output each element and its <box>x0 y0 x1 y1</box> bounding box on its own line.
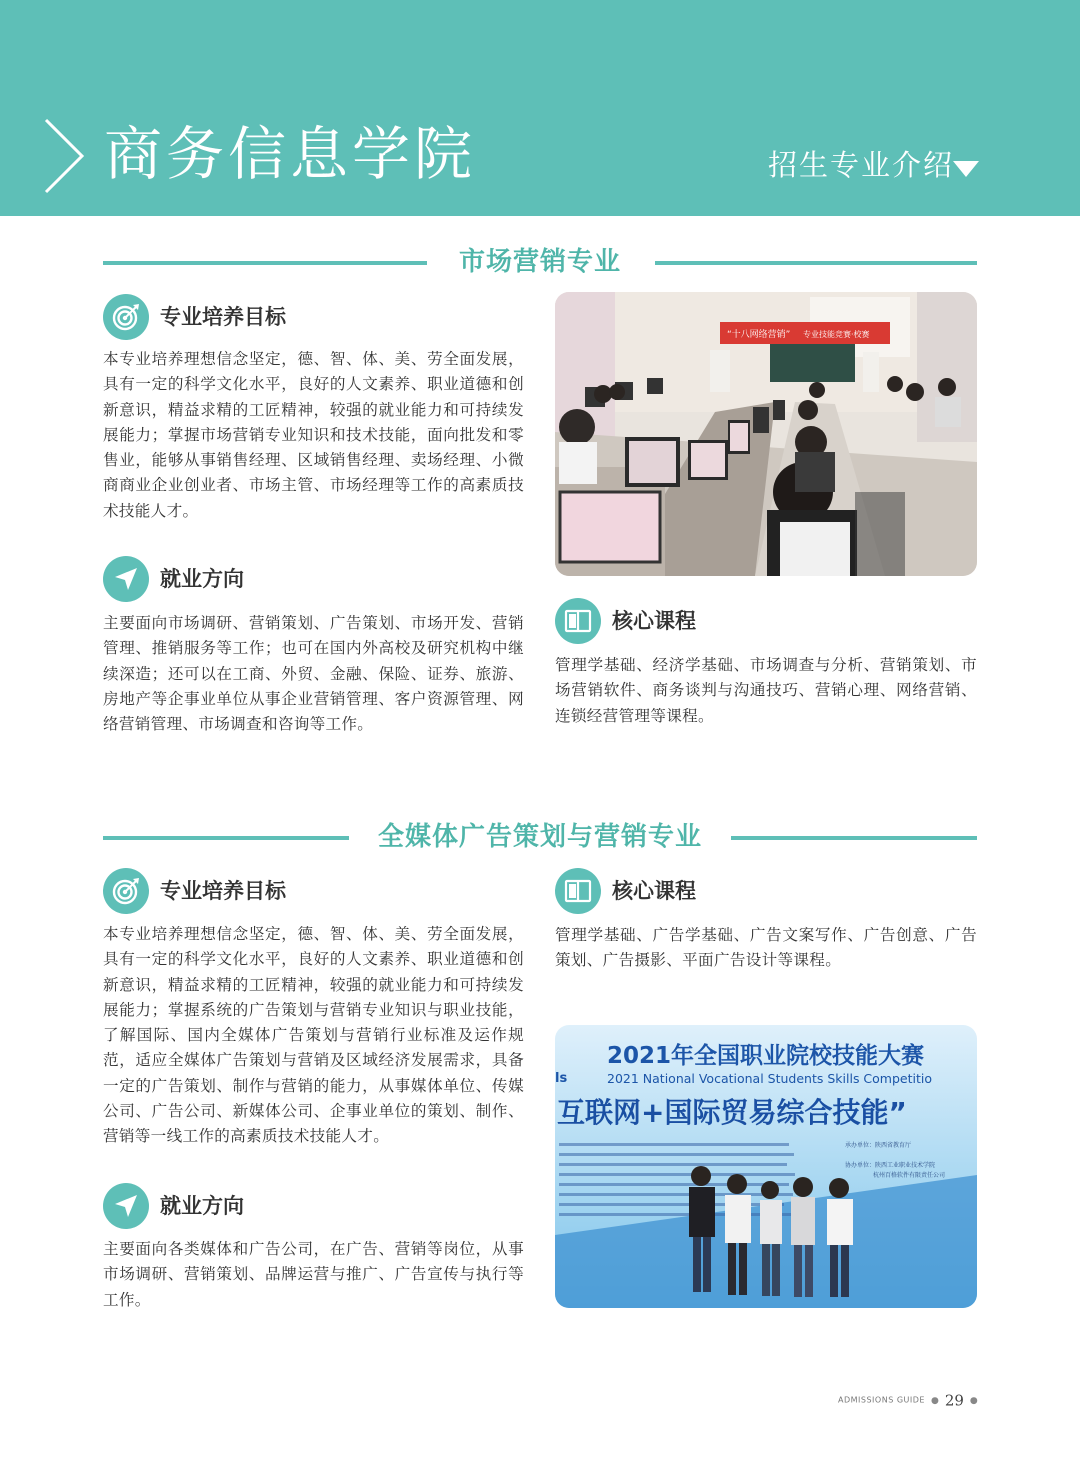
career-paragraph: 主要面向市场调研、营销策划、广告策划、市场开发、营销管理、推销服务等工作；也可在国内外高校及研究机构中继续深造；还可以在工商、外贸、金融、保险、证券、旅游、房地产等企事业单位从事企业营销管理、客户资源管理、网络营销管理、市场调查和咨询等工作。 <box>103 614 524 734</box>
subheading-label: 核心课程 <box>612 609 696 633</box>
compass-arrow-icon <box>103 1183 149 1229</box>
banner-title-en: 2021 National Vocational Students Skills Competitio <box>607 1071 932 1086</box>
heading-rule-left <box>103 836 349 840</box>
section-title: 市场营销专业 <box>458 247 621 277</box>
subheading-courses <box>555 868 855 916</box>
subheading-career <box>103 1183 403 1231</box>
page-number: 29 <box>944 1391 964 1410</box>
subheading-courses <box>555 598 855 646</box>
goals-paragraph: 本专业培养理想信念坚定，德、智、体、美、劳全面发展，具有一定的科学文化水平，良好的人文素养、职业道德和创新意识，精益求精的工匠精神，较强的就业能力和可持续发展能力；掌握市场营销专业知识和技术技能，面向批发和零售业，能够从事销售经理、区域销售经理、卖场经理、小微商商业企业创业者、市场主管、市场经理等工作的高素质技术技能人才。 <box>103 350 524 520</box>
footer-dot: ● <box>930 1395 939 1406</box>
co-organizer-line: 协办单位：陕西工业职业技术学院 <box>845 1162 936 1169</box>
college-title: 商务信息学院 <box>104 120 477 188</box>
subheading-goals <box>103 294 403 342</box>
target-icon <box>103 868 149 914</box>
section-title: 全媒体广告策划与营销专业 <box>377 822 702 852</box>
page-header <box>0 0 1080 216</box>
subheading-goals <box>103 868 403 916</box>
target-icon <box>103 294 149 340</box>
subheading-label: 专业培养目标 <box>160 879 286 903</box>
heading-rule-right <box>655 261 977 265</box>
book-icon <box>555 868 601 914</box>
banner-side-text: ls <box>555 1071 568 1086</box>
footer-dot: ● <box>969 1395 978 1406</box>
compass-arrow-icon <box>103 556 149 602</box>
co-organizer-company: 杭州百格软件有限责任公司 <box>873 1172 946 1179</box>
subheading-label: 专业培养目标 <box>160 305 286 329</box>
heading-rule-right <box>731 836 977 840</box>
courses-paragraph: 管理学基础、经济学基础、市场调查与分析、营销策划、市场营销软件、商务谈判与沟通技巧、营销心理、网络营销、连锁经营管理等课程。 <box>555 656 977 725</box>
career-paragraph: 主要面向各类媒体和广告公司，在广告、营销等岗位，从事市场调研、营销策划、品牌运营与推广、广告宣传与执行等工作。 <box>103 1240 524 1309</box>
book-icon <box>555 598 601 644</box>
subheading-label: 核心课程 <box>612 879 696 903</box>
competition-banner-illustration <box>555 1025 977 1308</box>
triangle-down-icon <box>953 161 979 177</box>
subheading-career <box>103 556 403 604</box>
banner-text-left: “十八网络营销” <box>727 330 791 340</box>
blackboard <box>770 344 855 382</box>
organizer-line: 承办单位：陕西省教育厅 <box>845 1142 912 1149</box>
banner-text-right: 专业技能竞赛·校赛 <box>803 330 870 339</box>
section-heading-media-advertising <box>103 817 977 857</box>
goals-paragraph: 本专业培养理想信念坚定，德、智、体、美、劳全面发展，具有一定的科学文化水平，良好的人文素养、职业道德和创新意识，精益求精的工匠精神，较强的就业能力和可持续发展能力；掌握系统的广告策划与营销专业知识与职业技能，了解国际、国内全媒体广告策划与营销行业标准及运作规范，适应全媒体广告策划与营销及区域经济发展需求，具备一定的广告策划、制作与营销的能力，从事媒体单位、传媒公司、广告公司、新媒体公司、企事业单位的策划、制作、营销等一线工作的高素质技术技能人才。 <box>103 925 524 1146</box>
banner-title-cn: 2021年全国职业院校技能大赛 <box>607 1043 925 1069</box>
subheading-label: 就业方向 <box>160 1194 244 1218</box>
chevron-right-icon <box>42 118 86 194</box>
footer-guide-label: ADMISSIONS GUIDE <box>838 1395 925 1405</box>
subheading-label: 就业方向 <box>160 567 244 591</box>
computer-lab-photo <box>555 292 977 576</box>
courses-paragraph: 管理学基础、广告学基础、广告文案写作、广告创意、广告策划、广告摄影、平面广告设计等课程。 <box>555 926 977 970</box>
computer-lab-illustration <box>555 292 977 576</box>
heading-rule-left <box>103 261 427 265</box>
section-heading-marketing <box>103 242 977 282</box>
admissions-guide-label: 招生专业介绍 <box>768 148 955 182</box>
competition-group-photo <box>555 1025 977 1308</box>
page-footer <box>838 1389 984 1411</box>
banner-event-title: 互联网+国际贸易综合技能” <box>557 1096 907 1129</box>
